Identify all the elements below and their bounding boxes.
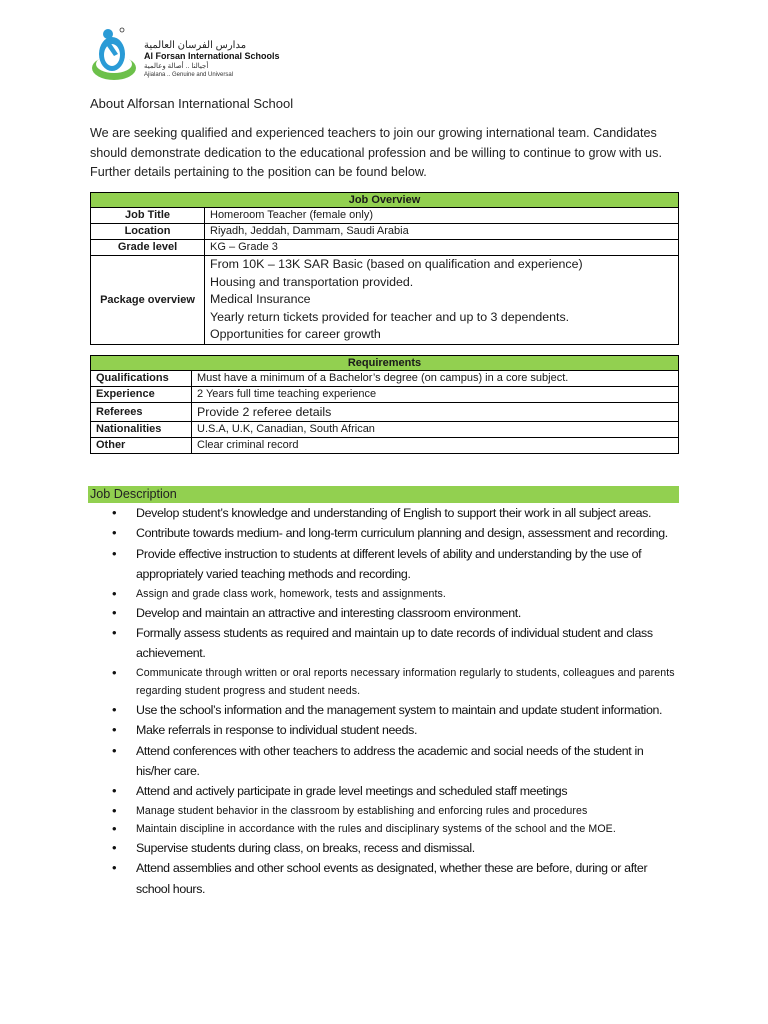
logo-school-name: Al Forsan International Schools [144, 51, 280, 61]
row-label: Qualifications [91, 371, 192, 387]
logo-tagline: Ajialana .. Genuine and Universal [144, 72, 234, 78]
list-item: • Provide effective instruction to students at different levels of ability and understanding by the use of appropriately varied teaching methods and recording. [90, 544, 680, 585]
table-row [91, 256, 679, 345]
row-label: Location [91, 224, 205, 240]
row-value: U.S.A, U.K, Canadian, South African [192, 422, 679, 438]
row-value: Must have a minimum of a Bachelor’s degree (on campus) in a core subject. [192, 371, 679, 387]
list-item: • Contribute towards medium- and long-term curriculum planning and design, assessment and recording. [90, 523, 680, 543]
school-logo [88, 24, 288, 84]
table-row [91, 438, 679, 454]
row-value: Riyadh, Jeddah, Dammam, Saudi Arabia [205, 224, 679, 240]
package-line: Opportunities for career growth [210, 327, 381, 341]
list-item: • Formally assess students as required and maintain up to date records of individual student and class achievement. [90, 623, 680, 664]
list-item: • Develop and maintain an attractive and interesting classroom environment. [90, 603, 680, 623]
logo-text-block [144, 40, 294, 79]
list-item: • Develop student’s knowledge and understanding of English to support their work in all subject areas. [90, 503, 680, 523]
table-row [91, 208, 679, 224]
requirements-header: Requirements [91, 356, 679, 371]
logo-arabic-name: مدارس الفرسان العالمية [144, 40, 247, 51]
list-item: • Communicate through written or oral reports necessary information regularly to students, colleagues and parents regarding student progress and student needs. [90, 664, 680, 700]
list-item: • Maintain discipline in accordance with the rules and disciplinary systems of the school and the MOE. [90, 820, 680, 838]
intro-paragraph: We are seeking qualified and experienced teachers to join our growing international team. Candidates should demonstrate dedication to the educational profession and be willing to continue to grow with us. Further details pertaining to the position can be found below. [90, 126, 662, 179]
row-label: Experience [91, 387, 192, 403]
requirements-table [90, 355, 679, 454]
row-label: Referees [91, 403, 192, 422]
list-item: • Attend and actively participate in grade level meetings and scheduled staff meetings [90, 781, 680, 801]
row-label: Nationalities [91, 422, 192, 438]
row-value: Homeroom Teacher (female only) [205, 208, 679, 224]
package-line: Medical Insurance [210, 292, 311, 306]
table-row [91, 371, 679, 387]
package-details [205, 256, 679, 345]
package-line: From 10K – 13K SAR Basic (based on qualification and experience) [210, 257, 583, 271]
list-item: • Manage student behavior in the classroom by establishing and enforcing rules and procedures [90, 802, 680, 820]
row-label: Grade level [91, 240, 205, 256]
logo-arabic-tagline: أجيالنا .. أصالة وعالمية [144, 63, 209, 70]
row-value: Clear criminal record [192, 438, 679, 454]
row-value: Provide 2 referee details [192, 403, 679, 422]
package-line: Housing and transportation provided. [210, 274, 414, 289]
job-overview-header: Job Overview [91, 193, 679, 208]
job-description-list [90, 503, 680, 899]
row-value: 2 Years full time teaching experience [192, 387, 679, 403]
table-row [91, 224, 679, 240]
list-item: • Attend conferences with other teachers to address the academic and social needs of the student in his/her care. [90, 741, 680, 782]
logo-emblem-icon [88, 24, 148, 84]
job-description-heading: Job Description [88, 486, 679, 503]
row-label: Other [91, 438, 192, 454]
package-line: Yearly return tickets provided for teacher and up to 3 dependents. [210, 309, 570, 324]
package-label: Package overview [91, 256, 205, 345]
list-item: • Make referrals in response to individual student needs. [90, 720, 680, 740]
row-value: KG – Grade 3 [205, 240, 679, 256]
list-item: • Supervise students during class, on breaks, recess and dismissal. [90, 838, 680, 858]
page-heading: About Alforsan International School [90, 96, 294, 111]
table-row [91, 387, 679, 403]
table-row [91, 403, 679, 422]
list-item: • Assign and grade class work, homework, tests and assignments. [90, 585, 680, 603]
table-row [91, 240, 679, 256]
list-item: • Attend assemblies and other school events as designated, whether these are before, during or after school hours. [90, 858, 680, 899]
list-item: • Use the school’s information and the management system to maintain and update student information. [90, 700, 680, 720]
table-row [91, 422, 679, 438]
job-overview-table [90, 192, 679, 345]
row-label: Job Title [91, 208, 205, 224]
